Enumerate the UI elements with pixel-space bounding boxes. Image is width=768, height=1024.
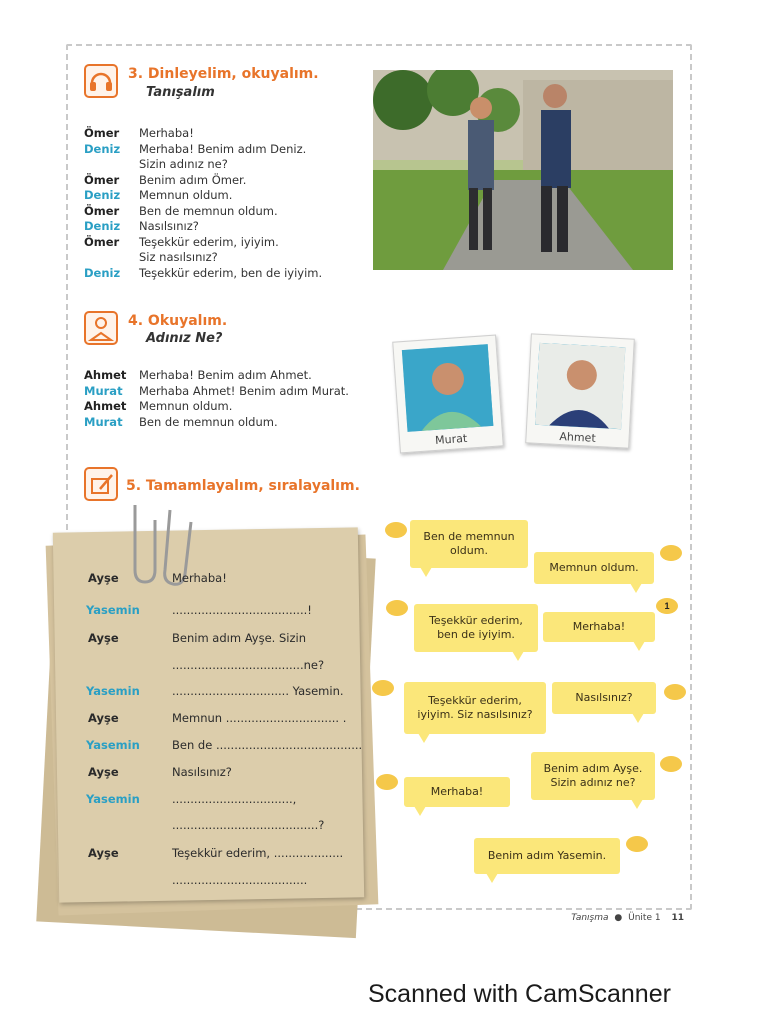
bubble-dot [376, 774, 398, 790]
dialogue-3 [84, 126, 322, 281]
speech-bubble[interactable]: Memnun oldum. [534, 552, 654, 584]
exercise-blank[interactable]: ........................................? [172, 818, 325, 832]
bubble-dot [385, 522, 407, 538]
section-3-title: 3. Dinleyelim, okuyalım. [128, 66, 319, 82]
exercise-blank[interactable]: ....................................ne? [172, 658, 325, 672]
dialogue-line: Murat Ben de memnun oldum. [84, 414, 278, 429]
bubble-dot [660, 756, 682, 772]
speech-bubble[interactable]: Merhaba! [543, 612, 655, 642]
speech-bubble[interactable]: Nasılsınız? [552, 682, 656, 714]
writing-icon [84, 467, 118, 501]
headphones-icon [84, 64, 118, 98]
exercise-blank[interactable]: Memnun ............................... . [172, 711, 347, 725]
photo-card-ahmet [525, 333, 635, 448]
exercise-speaker: Yasemin [86, 792, 140, 806]
photo-caption: Murat [434, 431, 468, 447]
portrait-image [402, 344, 494, 432]
photo-card-murat [392, 335, 504, 454]
footer-unit: Ünite 1 [628, 913, 661, 923]
dialogue-line: Murat Merhaba Ahmet! Benim adım Murat. [84, 383, 349, 398]
exercise-line: Nasılsınız? [172, 765, 232, 779]
page-footer [571, 913, 684, 923]
exercise-speaker: Ayşe [88, 846, 119, 860]
bubble-dot [660, 545, 682, 561]
dialogue-line: Sizin adınız ne? [139, 157, 228, 171]
dialogue-line: Ahmet Memnun oldum. [84, 399, 233, 413]
speech-bubble[interactable]: Teşekkür ederim, ben de iyiyim. [414, 604, 538, 652]
dialogue-4 [84, 368, 349, 430]
section-4-subtitle: Adınız Ne? [146, 331, 223, 346]
speech-bubble[interactable]: Benim adım Ayşe. Sizin adınız ne? [531, 752, 655, 800]
exercise-blank[interactable]: ..................................... [172, 873, 308, 887]
footer-bullet: ● [614, 913, 623, 923]
scanner-watermark: Scanned with CamScanner [368, 980, 671, 1008]
page-number: 11 [671, 913, 684, 923]
section-3-subtitle: Tanışalım [146, 85, 215, 100]
dialogue-line: Siz nasılsınız? [139, 250, 218, 264]
speech-bubble[interactable]: Merhaba! [404, 777, 510, 807]
exercise-blank[interactable]: ................................ Yasemin. [172, 684, 344, 698]
exercise-speaker: Ayşe [88, 711, 119, 725]
bubble-dot [372, 680, 394, 696]
dialogue-line: Ahmet Merhaba! Benim adım Ahmet. [84, 368, 312, 382]
exercise-speaker: Yasemin [86, 738, 140, 752]
park-photo [373, 70, 673, 270]
exercise-speaker: Ayşe [88, 571, 119, 585]
exercise-blank[interactable]: .....................................! [172, 603, 312, 617]
reading-icon [84, 311, 118, 345]
speech-bubble[interactable]: Ben de memnun oldum. [410, 520, 528, 568]
dialogue-line: Deniz Teşekkür ederim, ben de iyiyim. [84, 265, 323, 280]
dialogue-line: Deniz Merhaba! Benim adım Deniz. [84, 141, 307, 156]
exercise-speaker: Ayşe [88, 765, 119, 779]
exercise-blank[interactable]: ................................., [172, 792, 297, 806]
section-5-title: 5. Tamamlayalım, sıralayalım. [126, 478, 360, 494]
exercise-speaker: Ayşe [88, 631, 119, 645]
dialogue-line: Deniz Memnun oldum. [84, 188, 233, 202]
speech-bubble[interactable]: Benim adım Yasemin. [474, 838, 620, 874]
dialogue-line: Ömer Ben de memnun oldum. [84, 203, 278, 218]
bubble-dot [386, 600, 408, 616]
dialogue-line: Ömer Teşekkür ederim, iyiyim. [84, 234, 279, 249]
dialogue-line: Deniz Nasılsınız? [84, 219, 199, 233]
footer-chapter: Tanışma [571, 913, 609, 923]
exercise-blank[interactable]: Ben de ........................................ [172, 738, 363, 752]
section-4-title: 4. Okuyalım. [128, 313, 228, 329]
exercise-speaker: Yasemin [86, 684, 140, 698]
exercise-speaker: Yasemin [86, 603, 140, 617]
exercise-line: Teşekkür ederim, ................... [172, 846, 344, 860]
exercise-line: Merhaba! [172, 571, 227, 585]
speech-bubble[interactable]: Teşekkür ederim, iyiyim. Siz nasılsınız? [404, 682, 546, 734]
exercise-line: Benim adım Ayşe. Sizin [172, 631, 306, 645]
badge-number: 1 [656, 598, 678, 614]
portrait-image [535, 343, 625, 429]
bubble-dot [626, 836, 648, 852]
bubble-dot [664, 684, 686, 700]
photo-caption: Ahmet [559, 429, 597, 445]
dialogue-line: Ömer Merhaba! [84, 126, 194, 140]
dialogue-line: Ömer Benim adım Ömer. [84, 172, 247, 187]
